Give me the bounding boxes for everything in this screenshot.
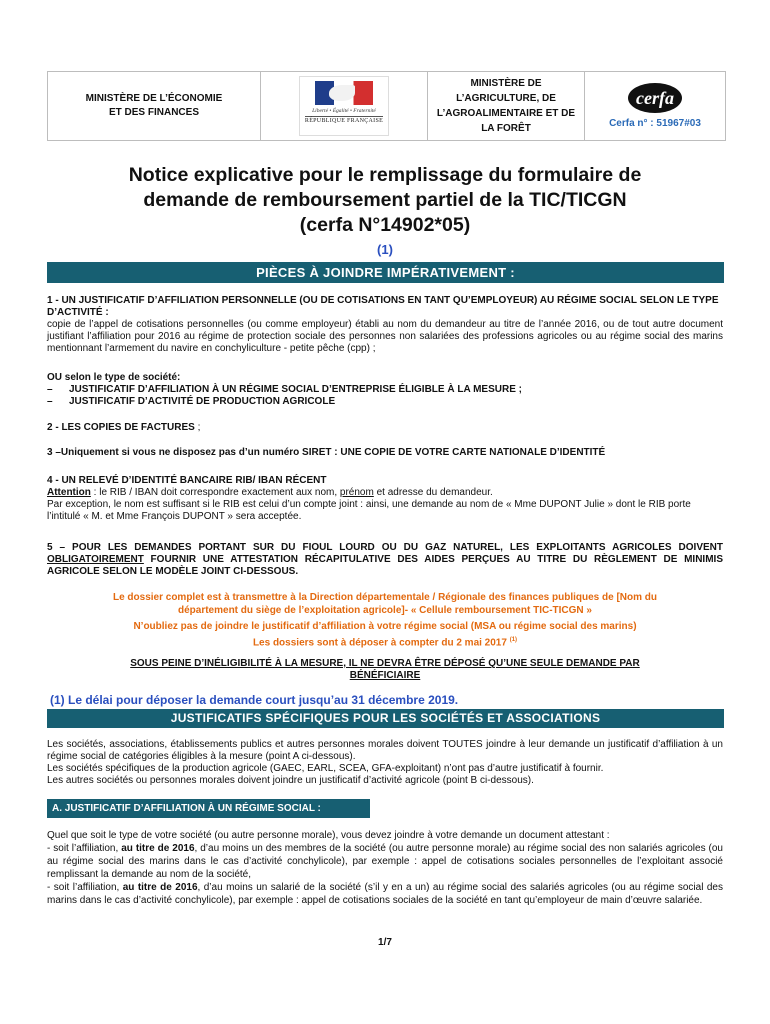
item-1	[47, 295, 723, 355]
ministry-economy-line2: ET DES FINANCES	[108, 107, 199, 118]
orange-sup: (1)	[509, 636, 518, 643]
item-4	[47, 475, 723, 523]
warning-notice	[47, 658, 723, 682]
title-line2: demande de remboursement partiel de la TIC/TICGN	[143, 189, 627, 211]
logo-motto: Liberté • Égalité • Fraternité	[312, 108, 376, 114]
ministry-agri-line4: LA FORÊT	[481, 123, 531, 134]
attention-text-a: : le RIB / IBAN doit correspondre exactement aux nom,	[90, 487, 340, 498]
ministry-agri-line1: MINISTÈRE DE	[470, 78, 542, 89]
or-heading: OU selon le type de société:	[47, 372, 181, 383]
dash-mark: –	[47, 396, 53, 407]
title-line3: (cerfa N°14902*05)	[299, 214, 471, 236]
deadline-note: (1) Le délai pour déposer la demande court jusqu’au 31 décembre 2019.	[50, 693, 459, 707]
bullet1-a: - soit l’affiliation,	[47, 843, 122, 854]
logo-republic: RÉPUBLIQUE FRANÇAISE	[304, 118, 384, 124]
bullet2-c: , d’au moins un salarié de la société (s’il y en a un) au régime social des salariés agricoles (ou au régime social des marins dans le cas d’activité conchylicole), par exemple : appel de cotisations sociales de la société en tant qu’employeur de main d’œuvre salariée.	[47, 882, 723, 906]
dash-mark: –	[47, 384, 53, 395]
cerfa-logo: cerfa	[628, 83, 682, 113]
title-footnote-ref: (1)	[377, 242, 393, 257]
bullet1-c: , d’au moins un des membres de la société (ou autre personne morale) au régime social des non salariés agricoles (ou au régime social des marins dans le cas d’activité conchylicole), par exemple : appel de cotisations sociales personnelles de l’exploitant associé remplissant la demande au nom de la société,	[47, 843, 723, 880]
warning-line2: BÉNÉFICIAIRE	[349, 670, 421, 681]
item5-obligatoirement: OBLIGATOIREMENT	[47, 554, 144, 565]
orange-line3: N’oubliez pas de joindre le justificatif d’affiliation à votre régime social (MSA ou régime social des marins)	[133, 621, 637, 632]
header-table	[47, 71, 726, 141]
item-2	[47, 422, 723, 434]
item4-exception: Par exception, le nom est suffisant si le RIB est celui d’un compte joint : ainsi, une demande au nom de « Mme DUPONT Julie » dont le RIB porte l’intitulé « M. et Mme François DUPONT » sera acceptée.	[47, 499, 691, 522]
ministry-agri-line2: L’AGRICULTURE, DE	[456, 93, 556, 104]
bullet2-b: au titre de 2016	[122, 882, 198, 893]
item2-heading: 2 - LES COPIES DE FACTURES	[47, 422, 195, 433]
section2-p3: Les autres sociétés ou personnes morales doivent joindre un justificatif d’activité agricole (point B ci-dessous).	[47, 775, 534, 786]
marianne-logo	[299, 76, 389, 136]
section-bar-societes: JUSTIFICATIFS SPÉCIFIQUES POUR LES SOCIÉTÉS ET ASSOCIATIONS	[47, 709, 724, 728]
item5-part2: FOURNIR UNE ATTESTATION RÉCAPITULATIVE DES AIDES PERÇUES AU TITRE DU RÈGLEMENT DE MINIMIS AGRICOLE SELON LE MODÈLE JOINT CI-DESSOUS.	[47, 554, 723, 577]
marianne-flag-icon	[315, 81, 373, 105]
item4-heading: 4 - UN RELEVÉ D’IDENTITÉ BANCAIRE RIB/ IBAN RÉCENT	[47, 475, 327, 486]
ministry-agri-line3: L’AGROALIMENTAIRE ET DE	[436, 108, 576, 119]
or-item-2-text: JUSTIFICATIF D’ACTIVITÉ DE PRODUCTION AGRICOLE	[69, 396, 336, 407]
section2-p2: Les sociétés spécifiques de la production agricole (GAEC, EARL, SCEA, GFA-exploitant) n’ont pas d’autre justificatif à fournir.	[47, 763, 604, 774]
item1-heading: 1 - UN JUSTIFICATIF D’AFFILIATION PERSONNELLE (OU DE COTISATIONS EN TANT QU’EMPLOYEUR) AU RÉGIME SOCIAL SELON LE TYPE D’ACTIVITÉ :	[47, 295, 719, 318]
cerfa-cell	[585, 72, 725, 140]
page-title	[60, 163, 710, 238]
attention-label: Attention	[47, 487, 91, 498]
bullet2-a: - soit l’affiliation,	[47, 882, 123, 893]
page-number: 1/7	[378, 937, 392, 948]
cerfa-number: Cerfa n° : 51967#03	[609, 118, 701, 129]
item-3: 3 –Uniquement si vous ne disposez pas d’un numéro SIRET : UNE COPIE DE VOTRE CARTE NATIONALE D’IDENTITÉ	[47, 447, 606, 458]
orange-notice	[47, 592, 723, 649]
attention-text-b: et adresse du demandeur.	[373, 487, 493, 498]
sectionA-bullet2	[47, 881, 723, 907]
orange-line2: département du siège de l’exploitation agricole]- « Cellule remboursement TIC-TICGN »	[178, 604, 592, 616]
section2-body	[47, 739, 723, 787]
item4-attention	[47, 487, 723, 499]
or-item-1-text: JUSTIFICATIF D’AFFILIATION À UN RÉGIME SOCIAL D’ENTREPRISE ÉLIGIBLE À LA MESURE ;	[69, 384, 522, 395]
ministry-economy-cell	[48, 72, 261, 140]
or-item-2	[47, 396, 723, 408]
bullet1-b: au titre de 2016	[121, 843, 195, 854]
orange-line1: Le dossier complet est à transmettre à la Direction départementale / Régionale des finances publiques de [Nom du	[112, 592, 658, 603]
warning-line1: SOUS PEINE D’INÉLIGIBILITÉ À LA MESURE, IL NE DEVRA ÊTRE DÉPOSÉ QU’UNE SEULE DEMANDE PAR	[130, 658, 640, 669]
section-bar-pieces: PIÈCES À JOINDRE IMPÉRATIVEMENT :	[47, 262, 724, 283]
section-bar-affiliation: A. JUSTIFICATIF D’AFFILIATION À UN RÉGIME SOCIAL :	[47, 799, 370, 818]
item1-body: copie de l’appel de cotisations personnelles (ou comme employeur) établi au nom du demandeur au titre de l’année 2016, ou de tout autre document justifiant l’affiliation pour 2016 au régime de protection sociale des personnes non salariées des professions agricoles ou au régime social des marins mentionnant l’armement du navire en conchyliculture - petite pêche (cpp) ;	[47, 319, 723, 354]
item2-suffix: ;	[194, 422, 201, 433]
item5-part1: 5 – POUR LES DEMANDES PORTANT SUR DU FIOUL LOURD OU DU GAZ NATUREL, LES EXPLOITANTS AGRICOLES DOIVENT	[47, 542, 723, 553]
ministry-agriculture-cell	[428, 72, 585, 140]
item-5	[47, 542, 723, 578]
republic-logo-cell	[261, 72, 428, 140]
title-line1: Notice explicative pour le remplissage du formulaire de	[128, 164, 642, 186]
or-block	[47, 372, 723, 408]
or-item-1	[47, 384, 723, 396]
section2-p1: Les sociétés, associations, établissements publics et autres personnes morales doivent TOUTES joindre à leur demande un justificatif d’affiliation à un régime social de catégories éligibles à la mesure (point A ci-dessous).	[47, 739, 723, 762]
sectionA-body	[47, 829, 723, 907]
sectionA-bullet1	[47, 842, 723, 881]
prenom-word: prénom	[339, 487, 374, 498]
ministry-economy-line1: MINISTÈRE DE L’ÉCONOMIE	[85, 93, 223, 104]
orange-line4	[47, 634, 723, 650]
sectionA-intro: Quel que soit le type de votre société (ou autre personne morale), vous devez joindre à votre demande un document attestant :	[47, 830, 610, 841]
orange-line4-text: Les dossiers sont à déposer à compter du 2 mai 2017	[252, 636, 507, 648]
